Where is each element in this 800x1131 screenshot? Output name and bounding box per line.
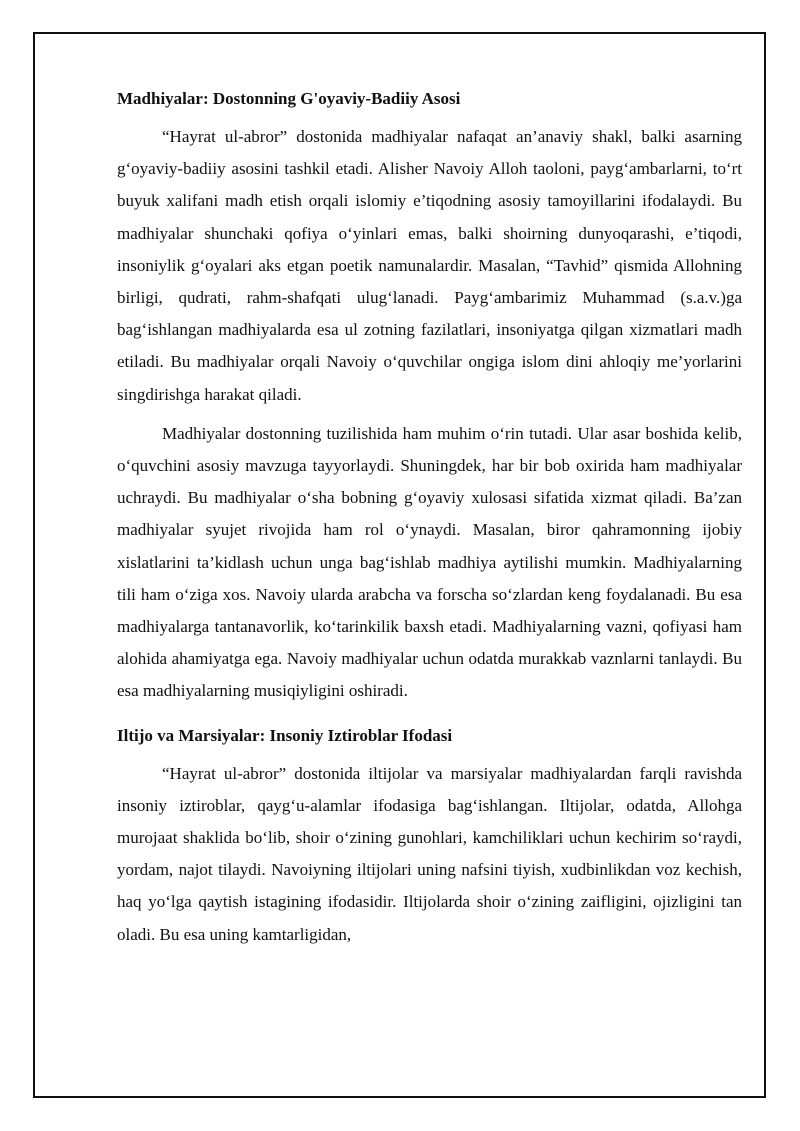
document-body	[117, 84, 742, 958]
section-heading-madhiyalar: Madhiyalar: Dostonning G'oyaviy-Badiiy Asosi	[117, 89, 461, 108]
paragraph-2: Madhiyalar dostonning tuzilishida ham muhim o‘rin tutadi. Ular asar boshida kelib, o‘quvchini asosiy mavzuga tayyorlaydi. Shuningdek, har bir bob oxirida ham madhiyalar uchraydi. Bu madhiyalar o‘sha bobning g‘oyaviy xulosasi sifatida xizmat qiladi. Ba’zan madhiyalar syujet rivojida ham rol o‘ynaydi. Masalan, biror qahramonning ijobiy xislatlarini ta’kidlash uchun unga bag‘ishlab madhiya aytilishi mumkin. Madhiyalarning tili ham o‘ziga xos. Navoiy ularda arabcha va forscha so‘zlardan keng foydalanadi. Bu esa madhiyalarga tantanavorlik, ko‘tarinkilik baxsh etadi. Madhiyalarning vazni, qofiyasi ham alohida ahamiyatga ega. Navoiy madhiyalar uchun odatda murakkab vaznlarni tanlaydi. Bu esa madhiyalarning musiqiyligini oshiradi.	[117, 423, 742, 701]
section-heading-iltijo: Iltijo va Marsiyalar: Insoniy Iztiroblar Ifodasi	[117, 725, 453, 745]
paragraph-3: “Hayrat ul-abror” dostonida iltijolar va marsiyalar madhiyalardan farqli ravishda insoniy iztiroblar, qayg‘u-alamlar ifodasiga bag‘ishlangan. Iltijolar, odatda, Allohga murojaat shaklida bo‘lib, shoir o‘zining gunohlari, kamchiliklari uchun kechirim so‘raydi, yordam, najot tilaydi. Navoiyning iltijolari uning nafsini tiyish, xudbinlikdan voz kechish, haq yo‘lga qaytish istagining ifodasidir. Iltijolarda shoir o‘zining zaifligini, ojizligini tan oladi. Bu esa uning kamtarligidan,	[117, 763, 742, 944]
paragraph-1: “Hayrat ul-abror” dostonida madhiyalar nafaqat an’anaviy shakl, balki asarning g‘oyaviy-badiiy asosini tashkil etadi. Alisher Navoiy Alloh taoloni, payg‘ambarlarni, to‘rt buyuk xalifani madh etish orqali islomiy e’tiqodning asosiy tamoyillarini ifodalaydi. Bu madhiyalar shunchaki qofiya o‘yinlari emas, balki shoirning dunyoqarashi, e’tiqodi, insoniylik g‘oyalari aks etgan poetik namunalardir. Masalan, “Tavhid” qismida Allohning birligi, qudrati, rahm-shafqati ulug‘lanadi. Payg‘ambarimiz Muhammad (s.a.v.)ga bag‘ishlangan madhiyalarda esa ul zotning fazilatlari, insoniyatga qilgan xizmatlari madh etiladi. Bu madhiyalar orqali Navoiy o‘quvchilar ongiga islom dini ahloqiy me’yorlarini singdirishga harakat qiladi.	[117, 127, 742, 404]
